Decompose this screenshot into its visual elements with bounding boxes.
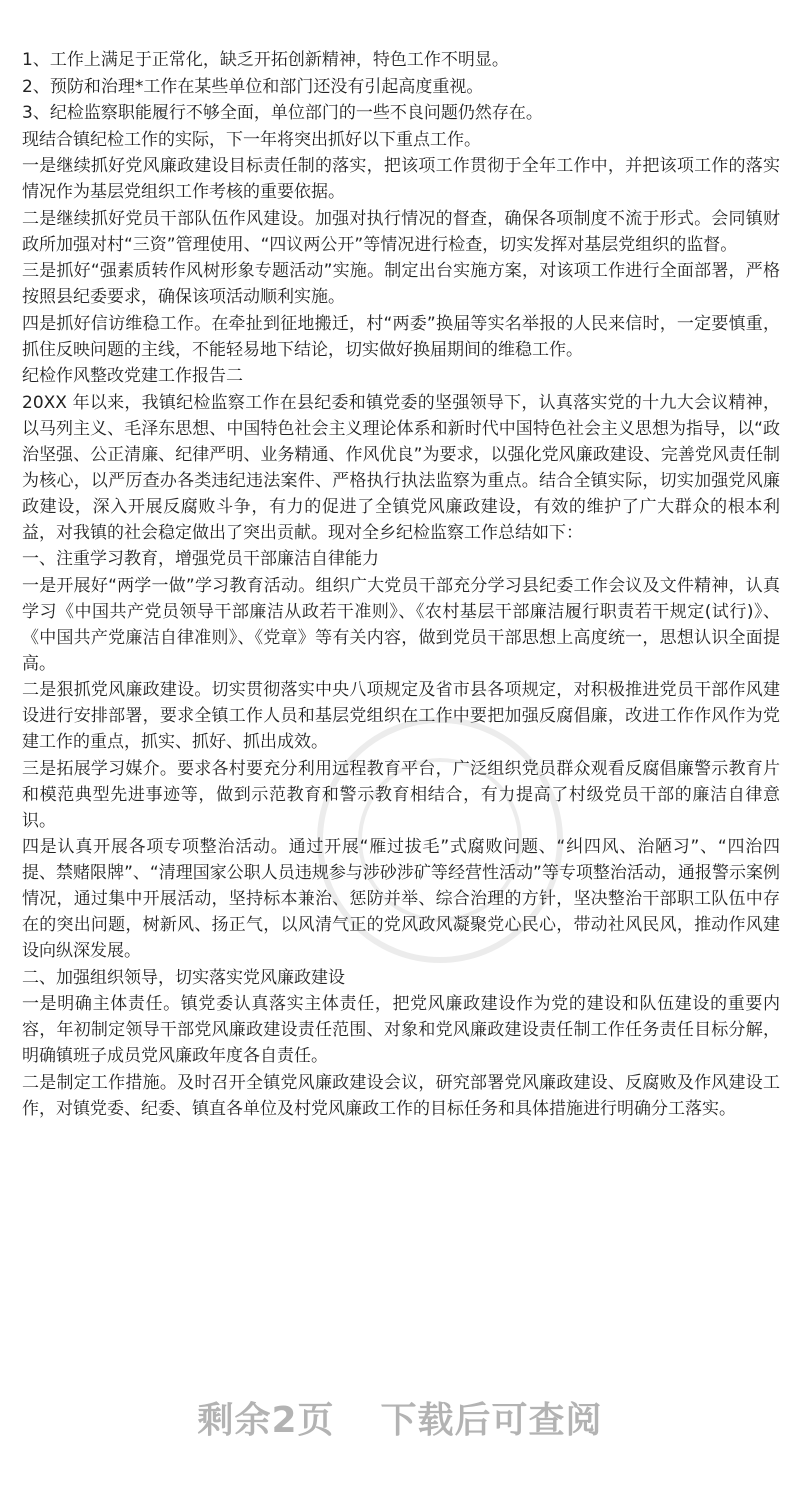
remaining-pages-label: 剩余2页 — [197, 1400, 335, 1441]
paragraph: 1、工作上满足于正常化，缺乏开拓创新精神，特色工作不明显。 — [22, 50, 509, 70]
paragraph: 20XX 年以来，我镇纪检监察工作在县纪委和镇党委的坚强领导下，认真落实党的十九大会议精神，以马列主义、毛泽东思想、中国特色社会主义理论体系和新时代中国特色社会主义思想为指导，以“政治坚强、公正清廉、纪律严明、业务精通、作风优良”为要求，以强化党风廉政建设、完善党风责任制为核心，以严厉查办各类违纪违法案件、严格执行执法监察为重点。结合全镇实际，切实加强党风廉政建设，深入开展反腐败斗争，有力的促进了全镇党风廉政建设，有效的维护了广大群众的根本利益，对我镇的社会稳定做出了突出贡献。现对全乡纪检监察工作总结如下： — [22, 392, 780, 543]
paragraph: 现结合镇纪检工作的实际，下一年将突出抓好以下重点工作。 — [22, 129, 481, 150]
paragraph: 四是认真开展各项专项整治活动。通过开展“雁过拔毛”式腐败问题、“纠四风、治陋习”、“四治四提、禁赌限牌”、“清理国家公职人员违规参与涉砂涉矿等经营性活动”等专项整治活动，通报警示案例情况，通过集中开展活动，坚持标本兼治、惩防并举、综合治理的方针，坚决整治干部职工队伍中存在的突出问题，树新风、扬正气，以风清气正的党风政风凝聚党心民心，带动社风民风，推动作风建设向纵深发展。 — [22, 837, 780, 961]
paragraph: 三是拓展学习媒介。要求各村要充分利用远程教育平台，广泛组织党员群众观看反腐倡廉警示教育片和模范典型先进事迹等，做到示范教育和警示教育相结合，有力提高了村级党员干部的廉洁自律意识。 — [22, 758, 780, 831]
paragraph: 一是继续抓好党风廉政建设目标责任制的落实，把该项工作贯彻于全年工作中，并把该项工作的落实情况作为基层党组织工作考核的重要依据。 — [22, 156, 780, 202]
paragraph: 二是继续抓好党员干部队伍作风建设。加强对执行情况的督查，确保各项制度不流于形式。会同镇财政所加强对村“三资”管理使用、“四议两公开”等情况进行检查，切实发挥对基层党组织的监督。 — [22, 208, 780, 255]
paragraph: 一是明确主体责任。镇党委认真落实主体责任，把党风廉政建设作为党的建设和队伍建设的重要内容，年初制定领导干部党风廉政建设责任范围、对象和党风廉政建设责任制工作任务责任目标分解，明确镇班子成员党风廉政年度各自责任。 — [22, 994, 780, 1066]
paragraph-list — [22, 47, 780, 1122]
paragraph: 2、预防和治理*工作在某些单位和部门还没有引起高度重视。 — [22, 76, 484, 97]
section-heading: 二、加强组织领导，切实落实党风廉政建设 — [22, 967, 345, 988]
document-body — [22, 0, 780, 1122]
download-hint-label: 下载后可查阅 — [380, 1400, 603, 1441]
paragraph: 四是抓好信访维稳工作。在牵扯到征地搬迁，村“两委”换届等实名举报的人民来信时，一定要慎重，抓住反映问题的主线，不能轻易地下结论，切实做好换届期间的维稳工作。 — [22, 313, 780, 360]
paragraph: 三是抓好“强素质转作风树形象专题活动”实施。制定出台实施方案，对该项工作进行全面部署，严格按照县纪委要求，确保该项活动顺利实施。 — [22, 261, 780, 307]
paragraph: 二是狠抓党风廉政建设。切实贯彻落实中央八项规定及省市县各项规定，对积极推进党员干部作风建设进行安排部署，要求全镇工作人员和基层党组织在工作中要把加强反腐倡廉，改进工作作风作为党建工作的重点，抓实、抓好、抓出成效。 — [22, 680, 780, 752]
paragraph: 二是制定工作措施。及时召开全镇党风廉政建设会议，研究部署党风廉政建设、反腐败及作风建设工作，对镇党委、纪委、镇直各单位及村党风廉政工作的目标任务和具体措施进行明确分工落实。 — [22, 1072, 780, 1119]
paragraph: 3、纪检监察职能履行不够全面，单位部门的一些不良问题仍然存在。 — [22, 103, 543, 123]
download-prompt[interactable] — [0, 1392, 800, 1443]
section-title: 纪检作风整改党建工作报告二 — [22, 366, 243, 386]
paragraph: 一是开展好“两学一做”学习教育活动。组织广大党员干部充分学习县纪委工作会议及文件精神，认真学习《中国共产党员领导干部廉洁从政若干准则》、《农村基层干部廉洁履行职责若干规定(试行)》、《中国共产党廉洁自律准则》、《党章》等有关内容，做到党员干部思想上高度统一，思想认识全面提高。 — [22, 575, 780, 674]
section-heading: 一、注重学习教育，增强党员干部廉洁自律能力 — [22, 549, 379, 569]
